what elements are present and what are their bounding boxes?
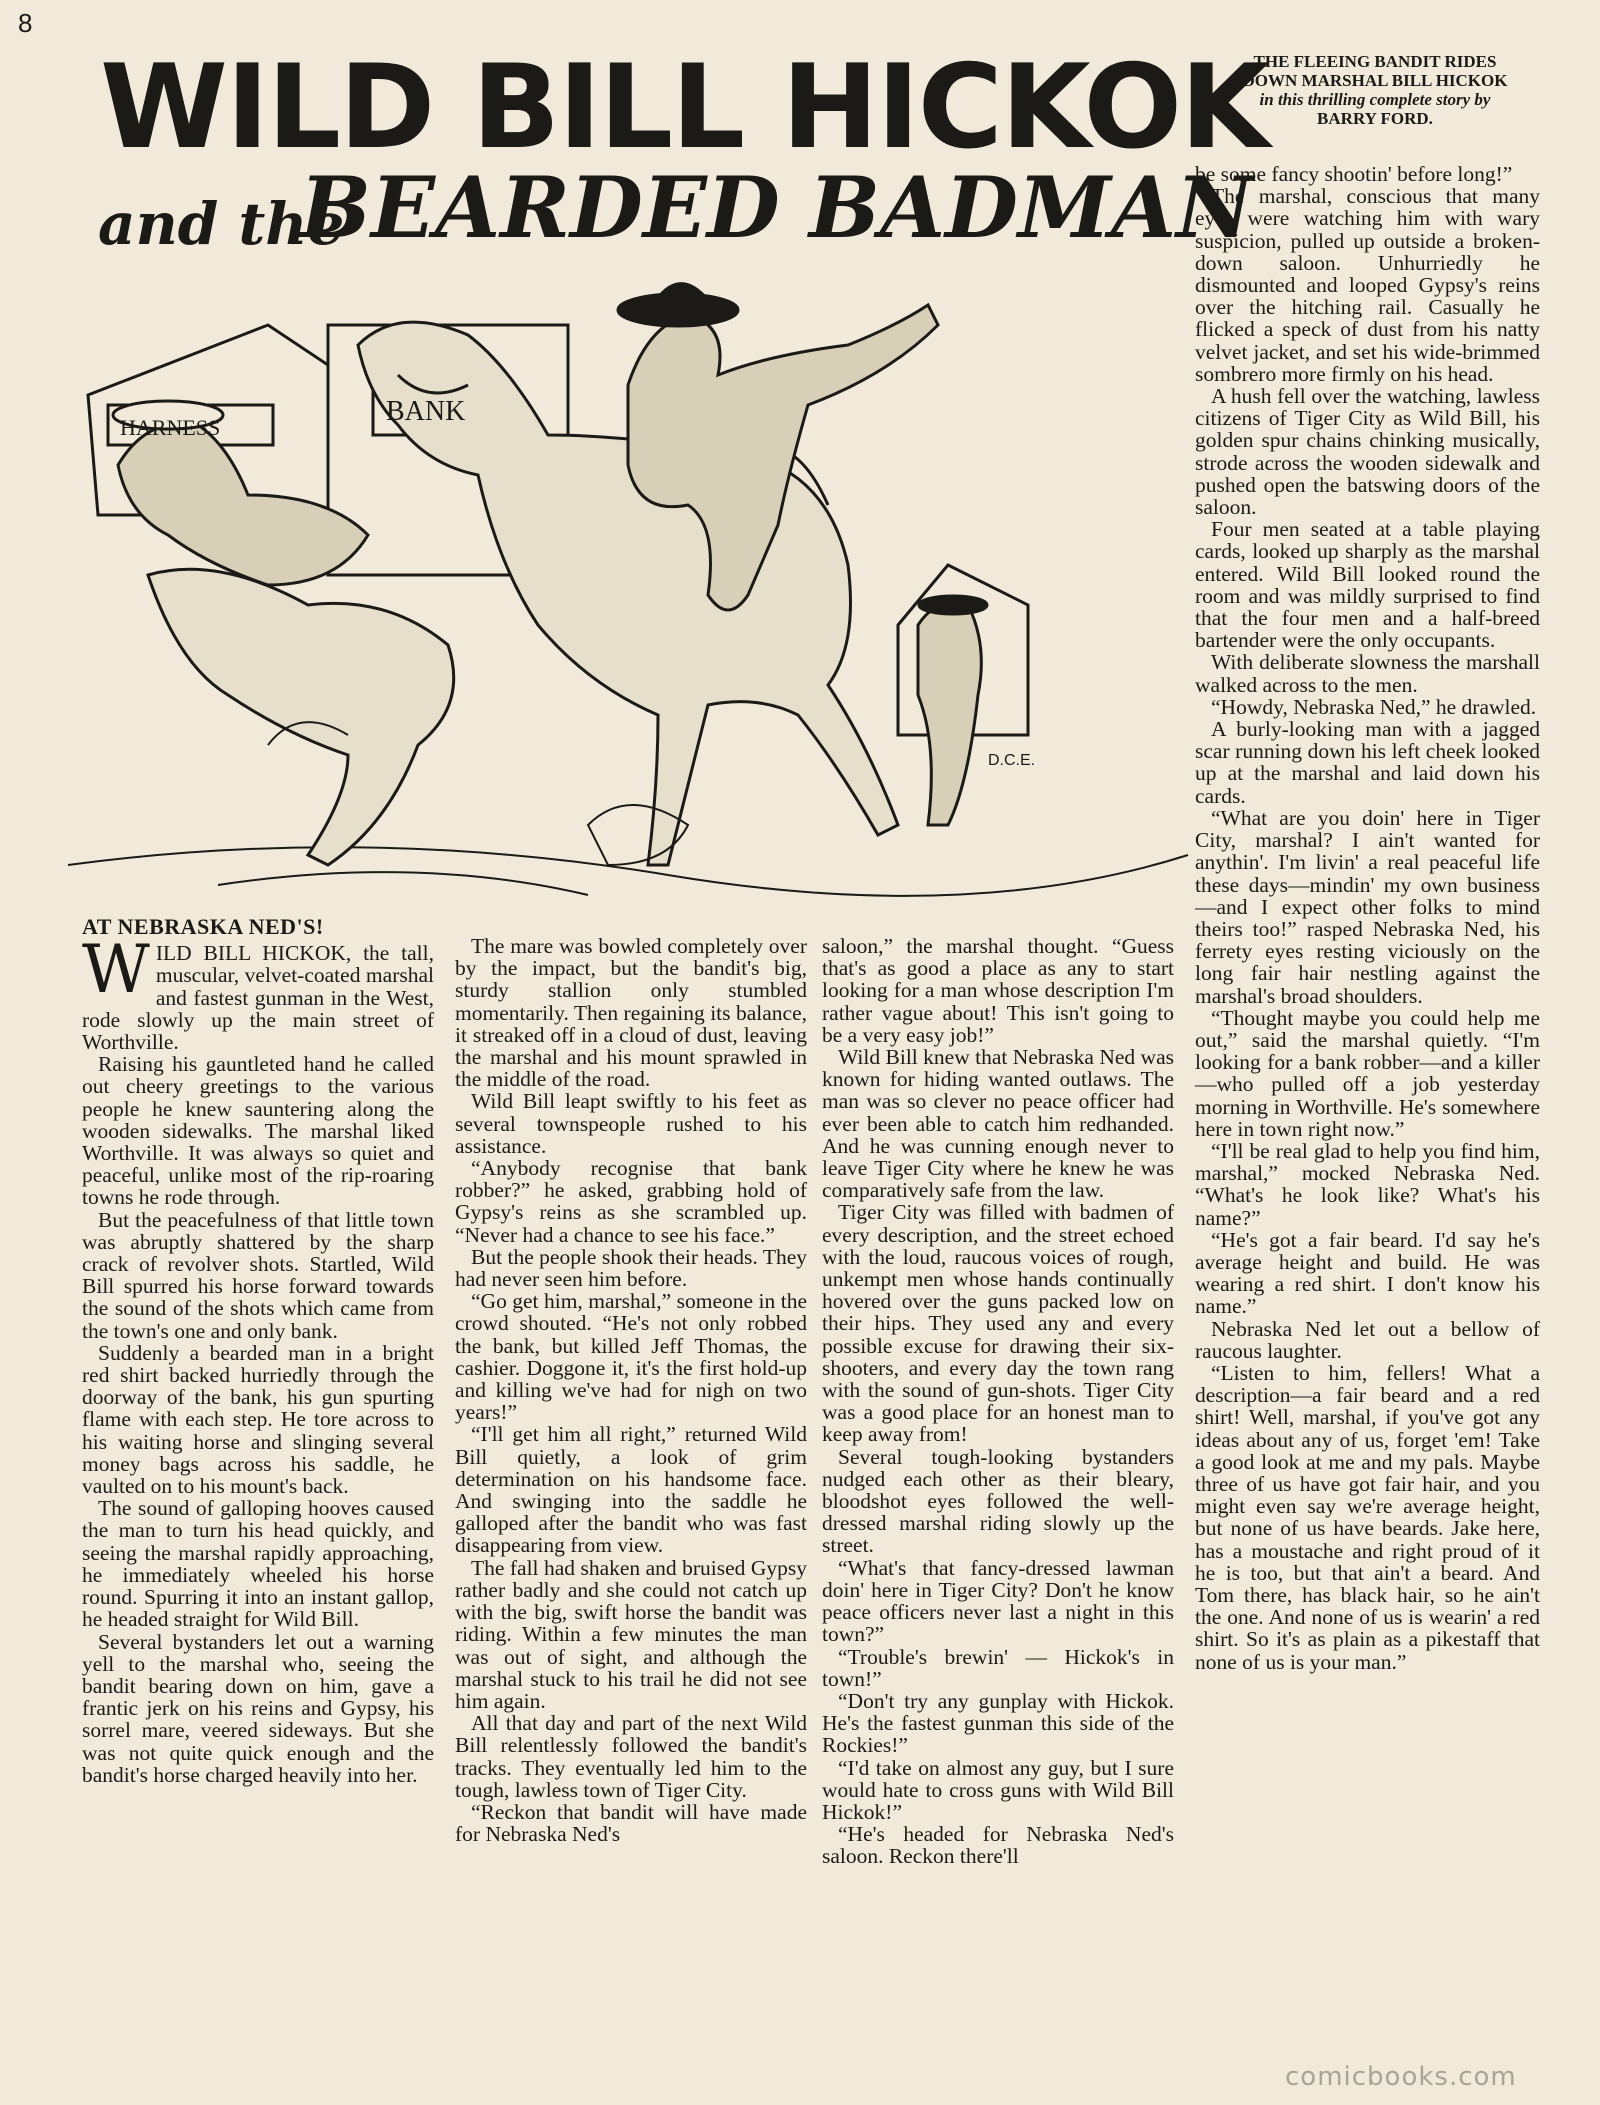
paragraph: All that day and part of the next Wild Bill relentlessly followed the bandit's tracks. They eventually led him to the tough, lawless town of Tiger City.	[455, 1711, 807, 1802]
paragraph: The sound of galloping hooves caused the man to turn his head quickly, and seeing the marshal rapidly approaching, he immediately wheeled his horse round. Spurring it into an instant gallop, he headed straight for Wild Bill.	[82, 1496, 434, 1632]
paragraph: The marshal, conscious that many eyes were watching him with wary suspicion, pulled up outside a broken-down saloon. Unhurriedly he dismounted and looped Gypsy's reins over the hitching rail. Casually he flicked a speck of dust from his natty velvet jacket, and set his wide-brimmed sombrero more firmly on his head.	[1195, 184, 1540, 386]
paragraph: But the peacefulness of that little town was abruptly shattered by the sharp crack of revolver shots. Startled, Wild Bill spurred his horse forward towards the sound of the shots which came from the town's one and only bank.	[82, 1207, 434, 1343]
paragraph: saloon,” the marshal thought. “Guess that's as good a place as any to start looking for a man whose description I'm rather vague about! This isn't going to be a very easy job!”	[822, 934, 1174, 1047]
paragraph: The mare was bowled completely over by the impact, but the bandit's big, sturdy stallion only stumbled momentarily. Then regaining its balance, it streaked off in a cloud of dust, leaving the marshal and his mount sprawled in the middle of the road.	[455, 934, 807, 1092]
section-subheading: AT NEBRASKA NED'S!	[82, 914, 324, 939]
paragraph: Tiger City was filled with badmen of every description, and the street echoed with the loud, raucous voices of rough, unkempt men whose hands continually hovered over the guns packed low on their hips. They used any and every possible excuse for drawing their six-shooters, and every day the town rang with the sound of gun-shots. Tiger City was a good place for an honest man to keep away from!	[822, 1200, 1174, 1447]
story-column-2	[455, 935, 807, 2045]
paragraph: “Howdy, Nebraska Ned,” he drawled.	[1211, 694, 1537, 719]
title-connector: and the	[98, 190, 345, 258]
paragraph: Several tough-looking bystanders nudged each other as their bleary, bloodshot eyes followed the well-dressed marshal riding slowly up the street.	[822, 1444, 1174, 1558]
paragraph: Suddenly a bearded man in a bright red shirt backed hurriedly through the doorway of the bank, his gun spurting flame with each step. He tore across to his waiting horse and slinging several money bags across his saddle, he vaulted on to his mount's back.	[82, 1340, 434, 1499]
paragraph: “He's headed for Nebraska Ned's saloon. Reckon there'll	[822, 1822, 1174, 1869]
blurb-line: in this thrilling complete story by	[1259, 90, 1491, 109]
paragraph: Wild Bill leapt swiftly to his feet as several townspeople rushed to his assistance.	[455, 1089, 807, 1158]
blurb-author: BARRY FORD.	[1317, 109, 1433, 128]
story-column-1	[82, 916, 434, 2046]
blurb-line: DOWN MARSHAL BILL HICKOK	[1242, 71, 1508, 90]
story-title: WILD BILL HICKOK	[100, 40, 1269, 175]
paragraph: “Trouble's brewin' — Hickok's in town!”	[822, 1644, 1174, 1691]
blurb-line: THE FLEEING BANDIT RIDES	[1253, 52, 1497, 71]
sign-bank: BANK	[386, 396, 466, 427]
paragraph: “I'll get him all right,” returned Wild Bill quietly, a look of grim determination on his handsome face. And swinging into the saddle he galloped after the bandit who was fast disappearing from view.	[455, 1422, 807, 1558]
paragraph: Several bystanders let out a warning yell to the marshal who, seeing the bandit bearing down on him, gave a frantic jerk on his reins and Gypsy, his sorrel mare, veered sideways. But she was not quite quick enough and the bandit's horse charged heavily into her.	[82, 1629, 434, 1787]
artist-signature: D.C.E.	[988, 752, 1036, 769]
paragraph: “Thought maybe you could help me out,” said the marshal quietly. “I'm looking for a bank robber—and a killer—who pulled off a job yesterday morning in Worthville. He's somewhere here in town right now.”	[1195, 1005, 1540, 1141]
paragraph: “Listen to him, fellers! What a description—a fair beard and a red shirt! Well, marshal, if you've got any ideas about any of us, forget 'em! Take a good look at me and my pals. Maybe three of us have got fair hair, and you might even say we're average height, but none of us have beards. Jake here, has a moustache and right proud of it he is too, but that ain't a beard. And Tom there, has black hair, so he ain't the one. And none of us is wearin' a red shirt. So it's as plain as a pikestaff that none of us is your man.”	[1195, 1360, 1540, 1674]
paragraph: “I'd take on almost any guy, but I sure would hate to cross guns with Wild Bill Hickok!”	[822, 1755, 1174, 1824]
paragraph: Four men seated at a table playing cards, looked up sharply as the marshal entered. Wild Bill looked round the room and was mildly surprised to find that the four men and a half-breed bartender were the only occupants.	[1195, 517, 1540, 653]
paragraph: “What are you doin' here in Tiger City, marshal? I ain't wanted for anythin'. I'm livin' a real peaceful life these days—mindin' my own business—and I expect other folks to mind theirs too!” rasped Nebraska Ned, his ferrety eyes resting viciously on the long fair hair nestling against the marshal's broad shoulders.	[1195, 805, 1540, 1008]
paragraph: “Reckon that bandit will have made for Nebraska Ned's	[455, 1799, 807, 1847]
story-subtitle: BEARDED BADMAN	[300, 158, 1253, 257]
story-column-3	[822, 935, 1174, 2045]
paragraph: WILD BILL HICKOK, the tall, muscular, velvet-coated marshal and fastest gunman in the West, rode slowly up the main street of Worthville.	[82, 931, 434, 1055]
paragraph: But the people shook their heads. They had never seen him before.	[455, 1244, 807, 1292]
paragraph: A burly-looking man with a jagged scar running down his left cheek looked up at the marshal and laid down his cards.	[1195, 717, 1540, 808]
paragraph: “I'll be real glad to help you find him, marshal,” mocked Nebraska Ned. “What's he look like? What's his name?”	[1195, 1138, 1540, 1230]
paragraph: Raising his gauntleted hand he called out cheery greetings to the various people he knew sauntering along the wooden sidewalks. The marshal liked Worthville. It was always so quiet and peaceful, unlike most of the rip-roaring towns he rode through.	[82, 1052, 434, 1210]
site-watermark: comicbooks.com	[1285, 2062, 1517, 2092]
story-illustration	[68, 265, 1188, 905]
drop-cap: W	[82, 931, 150, 1009]
paragraph: “What's that fancy-dressed lawman doin' here in Tiger City? Don't he know peace officers never last a night in this town?”	[822, 1555, 1174, 1647]
paragraph: “Don't try any gunplay with Hickok. He's the fastest gunman this side of the Rockies!”	[822, 1688, 1174, 1758]
page-number: 8	[18, 8, 33, 38]
paragraph: be some fancy shootin' before long!”	[1195, 162, 1513, 186]
fallen-horse	[148, 569, 454, 865]
paragraph: “Go get him, marshal,” someone in the crowd shouted. “He's not only robbed the bank, but killed Jeff Thomas, the cashier. Doggone it, it's the first hold-up and killing we've had for nigh on two years!”	[455, 1289, 807, 1425]
paragraph: With deliberate slowness the marshall walked across to the men.	[1195, 650, 1540, 697]
story-column-4	[1195, 163, 1540, 2043]
paragraph: “He's got a fair beard. I'd say he's average height and build. He was wearing a red shirt. I don't know his name.”	[1195, 1227, 1540, 1319]
bystander	[918, 603, 981, 826]
paragraph: A hush fell over the watching, lawless citizens of Tiger City as Wild Bill, his golden spur chains chinking musically, strode across the wooden sidewalk and pushed open the batswing doors of the saloon.	[1195, 384, 1540, 520]
paragraph: The fall had shaken and bruised Gypsy rather badly and she could not catch up with the big, swift horse the bandit was riding. Within a few minutes the man was out of sight, and although the marshal stuck to his trail he did not see him again.	[455, 1555, 807, 1713]
paragraph: “Anybody recognise that bank robber?” he asked, grabbing hold of Gypsy's reins as she scrambled up. “Never had a chance to see his face.”	[455, 1156, 807, 1247]
paragraph: Wild Bill knew that Nebraska Ned was known for hiding wanted outlaws. The man was so clever no peace officer had ever been able to catch him redhanded. And he was cunning enough never to leave Tiger City where he knew he was comparatively safe from the law.	[822, 1045, 1174, 1203]
paragraph: Nebraska Ned let out a bellow of raucous laughter.	[1195, 1316, 1540, 1363]
story-blurb	[1190, 52, 1560, 128]
sign-harness: HARNESS	[120, 415, 221, 440]
